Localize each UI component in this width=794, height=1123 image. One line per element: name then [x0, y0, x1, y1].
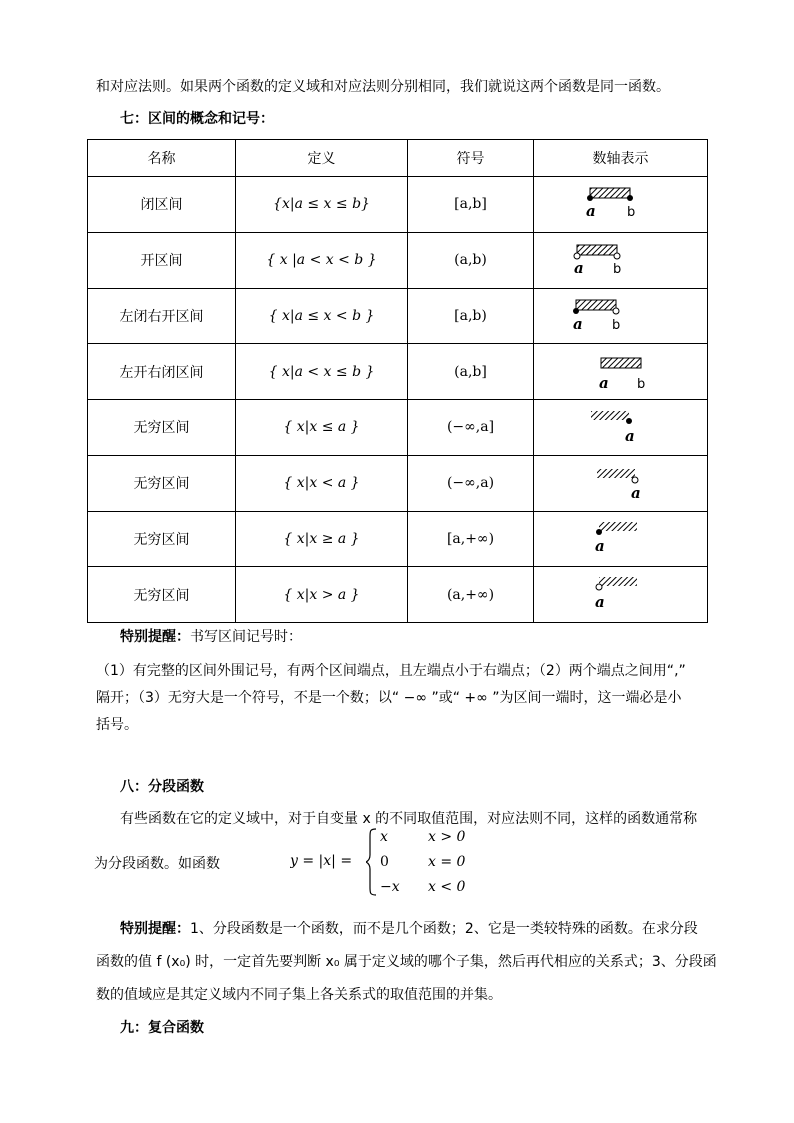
header-name: 名称 [88, 140, 236, 177]
interval-name: 无穷区间 [88, 455, 236, 511]
interval-shading [599, 577, 637, 586]
interval-symbol: (−∞,a) [408, 455, 534, 511]
case-expr: 0 [380, 854, 389, 870]
number-line-left-open-right-closed [561, 352, 681, 392]
section7-note-line-1: （1）有完整的区间外围记号，有两个区间端点，且左端点小于右端点；（2）两个端点之间用“,” [96, 663, 686, 679]
interval-definition: {x|a ≤ x ≤ b} [236, 177, 408, 233]
open-endpoint [632, 477, 638, 483]
number-line-cell [534, 511, 708, 567]
table-row [88, 511, 708, 567]
header-definition: 定义 [236, 140, 408, 177]
number-line-cell [534, 344, 708, 400]
interval-symbol: (a,b) [408, 232, 534, 288]
number-line-right-infinite-open [561, 575, 681, 615]
interval-symbol: [a,b] [408, 177, 534, 233]
endpoint-label-a: a [573, 259, 584, 278]
case-expr: x [380, 829, 388, 845]
piecewise-example [94, 827, 466, 897]
section8-note-line-3: 数的值域应是其定义域内不同子集上各关系式的取值范围的并集。 [96, 987, 502, 1003]
interval-name: 无穷区间 [88, 400, 236, 456]
interval-shading [601, 358, 641, 368]
section7-note-line-2: 隔开；（3）无穷大是一个符号，不是一个数；以“ −∞ ”或“ +∞ ”为区间一端时，这一端必是小 [96, 690, 682, 706]
note-label: 特别提醒： [120, 921, 190, 937]
case-cond: x = 0 [428, 854, 466, 870]
interval-symbol: [a,+∞) [408, 511, 534, 567]
section8-title: 八：分段函数 [120, 779, 204, 795]
table-row [88, 455, 708, 511]
number-line-left-infinite-open [561, 463, 681, 503]
interval-definition: { x|x > a } [236, 567, 408, 623]
interval-name: 左开右闭区间 [88, 344, 236, 400]
number-line-cell [534, 288, 708, 344]
interval-definition: { x|a ≤ x < b } [236, 288, 408, 344]
interval-definition: { x|a < x ≤ b } [236, 344, 408, 400]
interval-symbol: (−∞,a] [408, 400, 534, 456]
endpoint-label-b: b [611, 317, 620, 333]
section7-note [120, 626, 302, 646]
interval-name: 无穷区间 [88, 511, 236, 567]
formula-lhs: y = |x| = [290, 853, 353, 869]
note-label: 特别提醒： [120, 629, 190, 645]
number-line-cell [534, 232, 708, 288]
open-endpoint [614, 253, 620, 259]
endpoint-label-a: a [598, 373, 609, 392]
closed-endpoint [596, 529, 602, 535]
interval-shading [591, 411, 629, 420]
table-row [88, 288, 708, 344]
interval-definition: { x |a < x < b } [236, 232, 408, 288]
section8-note-line-1 [120, 918, 698, 938]
endpoint-label-a: a [585, 202, 596, 221]
interval-table [87, 139, 708, 623]
interval-definition: { x|x ≥ a } [236, 511, 408, 567]
open-endpoint [596, 584, 602, 590]
endpoint-label-a: a [630, 484, 641, 503]
section7-title: 七：区间的概念和记号： [120, 111, 274, 127]
interval-symbol: (a,+∞) [408, 567, 534, 623]
number-line-left-infinite-closed [561, 407, 681, 447]
interval-definition: { x|x ≤ a } [236, 400, 408, 456]
endpoint-label-a: a [594, 536, 605, 555]
endpoint-label-a: a [572, 314, 583, 333]
table-header-row [88, 140, 708, 177]
number-line-open [561, 240, 681, 280]
interval-name: 无穷区间 [88, 567, 236, 623]
endpoint-label-b: b [612, 262, 621, 278]
interval-symbol: (a,b] [408, 344, 534, 400]
interval-name: 左闭右开区间 [88, 288, 236, 344]
closed-endpoint [627, 195, 633, 201]
table-row [88, 344, 708, 400]
interval-name: 开区间 [88, 232, 236, 288]
section9-title: 九：复合函数 [120, 1020, 204, 1036]
header-axis: 数轴表示 [534, 140, 708, 177]
piecewise-cases [366, 827, 486, 897]
closed-endpoint [573, 308, 579, 314]
endpoint-label-a: a [594, 592, 605, 611]
section8-note-line-2: 函数的值 f (x₀) 时，一定首先要判断 x₀ 属于定义域的哪个子集，然后再代相应的关系式；3、分段函 [96, 954, 717, 970]
number-line-cell [534, 567, 708, 623]
table-row [88, 567, 708, 623]
section7-note-line-3: 括号。 [96, 717, 138, 733]
number-line-left-closed-right-open [561, 296, 681, 336]
closed-endpoint [626, 418, 632, 424]
case-cond: x < 0 [428, 879, 466, 895]
endpoint-label-b: b [636, 376, 645, 392]
header-symbol: 符号 [408, 140, 534, 177]
number-line-closed [561, 184, 681, 224]
number-line-right-infinite-closed [561, 519, 681, 559]
case-expr: −x [380, 879, 400, 895]
interval-shading [599, 522, 637, 531]
interval-name: 闭区间 [88, 177, 236, 233]
intro-line: 和对应法则。如果两个函数的定义域和对应法则分别相同，我们就说这两个函数是同一函数。 [96, 79, 670, 95]
table-row [88, 232, 708, 288]
section8-line-2-lead: 为分段函数。如函数 [94, 856, 220, 872]
interval-shading [597, 469, 635, 478]
interval-shading [576, 300, 616, 310]
open-endpoint [613, 308, 619, 314]
interval-symbol: [a,b) [408, 288, 534, 344]
note-text: 书写区间记号时： [190, 629, 302, 645]
interval-shading [577, 245, 617, 255]
table-row [88, 177, 708, 233]
number-line-cell [534, 400, 708, 456]
case-cond: x > 0 [428, 829, 466, 845]
interval-shading [590, 188, 630, 198]
section8-line-1: 有些函数在它的定义域中，对于自变量 x 的不同取值范围，对应法则不同，这样的函数通常称 [120, 811, 698, 827]
note-text: 1、分段函数是一个函数，而不是几个函数；2、它是一类较特殊的函数。在求分段 [190, 921, 698, 937]
endpoint-label-b: b [626, 205, 635, 221]
table-row [88, 400, 708, 456]
interval-definition: { x|x < a } [236, 455, 408, 511]
brace-icon [366, 829, 376, 895]
number-line-cell [534, 455, 708, 511]
closed-endpoint [587, 195, 593, 201]
number-line-cell [534, 177, 708, 233]
endpoint-label-a: a [624, 427, 635, 446]
